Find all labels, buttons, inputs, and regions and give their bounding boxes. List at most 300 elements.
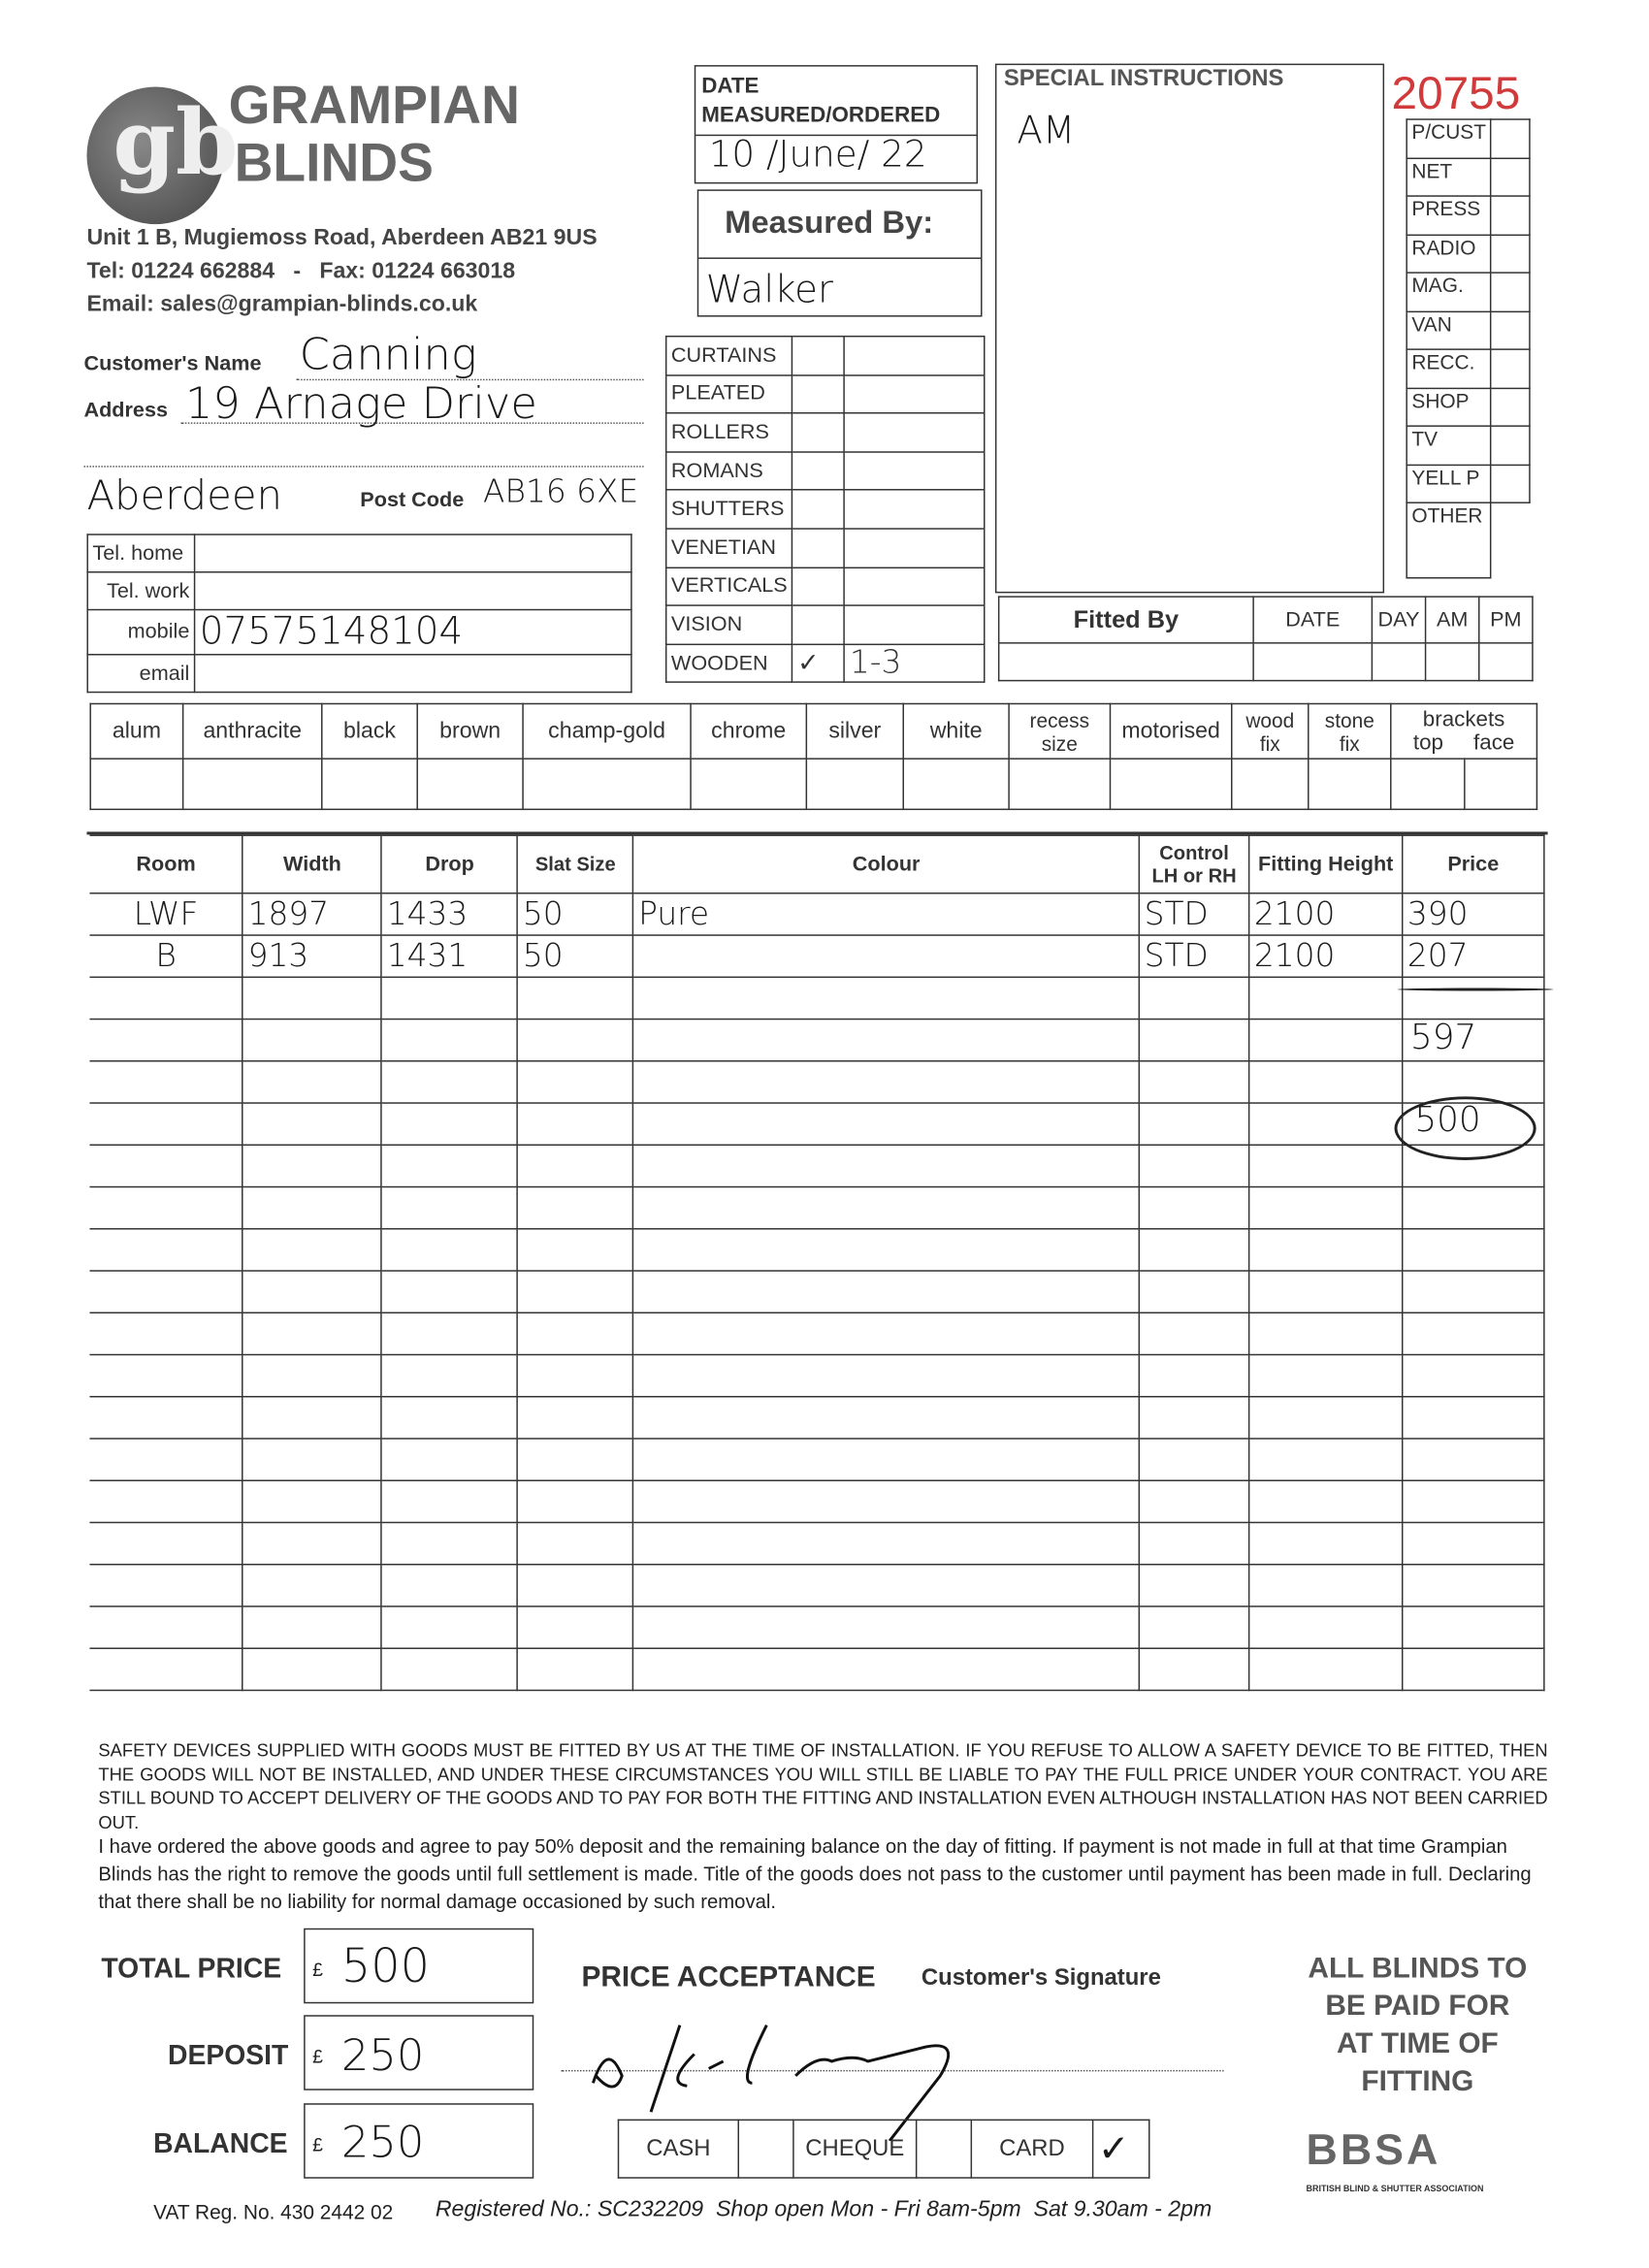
table-cell[interactable]: STD: [1139, 893, 1248, 935]
table-cell[interactable]: 50: [518, 935, 633, 977]
table-cell[interactable]: [633, 1271, 1140, 1312]
table-cell[interactable]: [518, 1312, 633, 1354]
table-cell[interactable]: [382, 1061, 518, 1103]
table-row: [89, 1103, 1543, 1145]
date-label-1: DATE: [701, 74, 760, 99]
source-label: VAN: [1406, 311, 1491, 350]
table-cell[interactable]: [1403, 1397, 1544, 1439]
blind-type-qty[interactable]: [845, 374, 985, 413]
currency-symbol: £: [312, 2045, 323, 2067]
table-cell[interactable]: [1139, 977, 1248, 1019]
address-line-2[interactable]: Aberdeen: [86, 471, 283, 520]
source-check[interactable]: [1491, 158, 1530, 197]
finish-option: brown: [417, 703, 523, 759]
table-cell[interactable]: [1249, 1312, 1403, 1354]
table-row: [89, 1271, 1543, 1312]
table-cell[interactable]: [1249, 1103, 1403, 1145]
table-cell[interactable]: [1403, 1480, 1544, 1522]
tel-work-label: Tel. work: [87, 572, 194, 610]
table-cell[interactable]: 390: [1403, 893, 1544, 935]
finish-option: motorised: [1110, 703, 1231, 759]
table-cell[interactable]: [89, 1271, 242, 1312]
tel-home-value[interactable]: [195, 535, 631, 572]
table-cell[interactable]: [1249, 977, 1403, 1019]
table-cell[interactable]: [242, 1397, 381, 1439]
table-cell[interactable]: [89, 1061, 242, 1103]
table-cell[interactable]: [382, 1187, 518, 1229]
table-cell[interactable]: B: [89, 935, 242, 977]
source-check[interactable]: [1491, 273, 1530, 311]
signature-label: Customer's Signature: [921, 1965, 1161, 1991]
table-row: [89, 1187, 1543, 1229]
finish-check[interactable]: [417, 759, 523, 809]
finish-check[interactable]: [183, 759, 322, 809]
table-cell[interactable]: [1249, 1229, 1403, 1271]
table-cell[interactable]: [89, 1606, 242, 1648]
source-label: SHOP: [1406, 388, 1491, 427]
blind-type-label: VENETIAN: [666, 529, 792, 567]
table-cell[interactable]: [382, 1271, 518, 1312]
table-cell[interactable]: [1139, 1522, 1248, 1564]
blind-type-check[interactable]: ✓: [792, 644, 845, 683]
blind-type-check[interactable]: [792, 490, 845, 529]
source-check[interactable]: [1491, 349, 1530, 388]
table-cell[interactable]: [518, 1648, 633, 1690]
price-acceptance-title: PRICE ACCEPTANCE: [581, 1961, 876, 1993]
table-cell[interactable]: [382, 1439, 518, 1480]
table-row: [89, 1355, 1543, 1397]
blind-type-label: VERTICALS: [666, 567, 792, 606]
fitted-am-value[interactable]: [1426, 643, 1479, 681]
table-cell[interactable]: [242, 1439, 381, 1480]
table-cell[interactable]: [1403, 1271, 1544, 1312]
table-cell[interactable]: [382, 1397, 518, 1439]
finish-option: anthracite: [183, 703, 322, 759]
blind-type-check[interactable]: [792, 452, 845, 491]
table-cell[interactable]: [242, 1145, 381, 1186]
source-check[interactable]: [1491, 196, 1530, 235]
blind-type-qty[interactable]: [845, 529, 985, 567]
table-cell[interactable]: [1139, 1271, 1248, 1312]
source-label: PRESS: [1406, 196, 1491, 235]
table-row: [89, 893, 1543, 935]
table-cell[interactable]: [1139, 1061, 1248, 1103]
fitted-pm-value[interactable]: [1479, 643, 1533, 681]
table-cell[interactable]: [518, 1187, 633, 1229]
table-cell[interactable]: 1431: [382, 935, 518, 977]
table-cell[interactable]: [518, 1145, 633, 1186]
company-address: Unit 1 B, Mugiemoss Road, Aberdeen AB21 9US: [86, 225, 598, 250]
special-instructions-label: SPECIAL INSTRUCTIONS: [1003, 66, 1284, 91]
table-cell[interactable]: [89, 1565, 242, 1606]
finish-check[interactable]: [806, 759, 903, 809]
table-cell[interactable]: STD: [1139, 935, 1248, 977]
table-cell[interactable]: LWF: [89, 893, 242, 935]
table-cell[interactable]: [382, 1103, 518, 1145]
table-cell[interactable]: [1139, 1439, 1248, 1480]
blind-type-label: WOODEN: [666, 644, 792, 683]
source-check[interactable]: [1491, 235, 1530, 274]
blind-type-qty[interactable]: [845, 413, 985, 452]
table-cell[interactable]: [89, 1522, 242, 1564]
table-cell[interactable]: [382, 1312, 518, 1354]
finish-check[interactable]: [523, 759, 691, 809]
table-row: [89, 1565, 1543, 1606]
address-line-1[interactable]: 19 Arnage Drive: [184, 378, 537, 430]
table-cell[interactable]: [1249, 1439, 1403, 1480]
table-cell[interactable]: [518, 1020, 633, 1061]
table-cell[interactable]: [633, 1397, 1140, 1439]
table-cell[interactable]: [1139, 1229, 1248, 1271]
cheque-check[interactable]: [917, 2120, 972, 2178]
blind-type-qty[interactable]: [845, 337, 985, 375]
table-cell[interactable]: [382, 1480, 518, 1522]
table-cell[interactable]: [633, 1648, 1140, 1690]
table-cell[interactable]: [242, 1648, 381, 1690]
table-row: [89, 1020, 1543, 1061]
column-header: Room: [89, 835, 242, 893]
bbsa-caption: BRITISH BLIND & SHUTTER ASSOCIATION: [1306, 2186, 1484, 2195]
finish-option: chrome: [691, 703, 806, 759]
blind-type-qty[interactable]: [845, 605, 985, 644]
fitted-by-value[interactable]: [999, 643, 1253, 681]
table-cell[interactable]: [382, 1648, 518, 1690]
table-cell[interactable]: [1139, 1355, 1248, 1397]
table-cell[interactable]: [633, 935, 1140, 977]
blind-type-label: PLEATED: [666, 374, 792, 413]
measured-by-value[interactable]: Walker: [705, 269, 833, 313]
payment-cheque[interactable]: CHEQUE: [793, 2120, 917, 2178]
table-row: [89, 1648, 1543, 1690]
registered-info: Registered No.: SC232209 Shop open Mon - Fri 8am-5pm Sat 9.30am - 2pm: [435, 2197, 1212, 2222]
table-cell[interactable]: [89, 1480, 242, 1522]
bbsa-logo: BBSA: [1306, 2126, 1441, 2175]
date-value[interactable]: 10 /June/ 22: [708, 133, 927, 176]
table-cell[interactable]: [518, 1355, 633, 1397]
table-cell[interactable]: [382, 1020, 518, 1061]
table-cell[interactable]: [1249, 1020, 1403, 1061]
table-cell[interactable]: [1249, 1648, 1403, 1690]
table-cell[interactable]: [1403, 1312, 1544, 1354]
table-cell[interactable]: 1433: [382, 893, 518, 935]
blind-type-qty[interactable]: [845, 490, 985, 529]
table-row: [89, 1522, 1543, 1564]
table-cell[interactable]: [1139, 1397, 1248, 1439]
column-header: Width: [242, 835, 381, 893]
table-cell[interactable]: [1249, 1271, 1403, 1312]
table-cell[interactable]: [1249, 1480, 1403, 1522]
table-cell[interactable]: [1139, 1187, 1248, 1229]
source-label: OTHER: [1406, 502, 1491, 578]
fitted-by-label: Fitted By: [999, 597, 1253, 643]
table-cell[interactable]: [89, 1020, 242, 1061]
table-cell[interactable]: 2100: [1249, 893, 1403, 935]
currency-symbol: £: [312, 2133, 323, 2155]
address-label: Address: [83, 399, 169, 423]
table-cell[interactable]: [242, 1229, 381, 1271]
card-check[interactable]: ✓: [1093, 2120, 1149, 2178]
table-cell[interactable]: [633, 1061, 1140, 1103]
postcode-label: Post Code: [360, 489, 465, 512]
column-header: Fitting Height: [1249, 835, 1403, 893]
table-cell[interactable]: [633, 1020, 1140, 1061]
table-cell[interactable]: [633, 1606, 1140, 1648]
table-cell[interactable]: [518, 1229, 633, 1271]
table-cell[interactable]: 1897: [242, 893, 381, 935]
fitted-day-label: DAY: [1372, 597, 1425, 643]
table-cell[interactable]: [242, 1565, 381, 1606]
table-cell[interactable]: [382, 1565, 518, 1606]
table-cell[interactable]: [1403, 1355, 1544, 1397]
finishes-table: [89, 703, 1537, 810]
source-check[interactable]: [1491, 119, 1530, 158]
blind-type-qty[interactable]: 1-3: [845, 644, 985, 683]
table-cell[interactable]: [1403, 1565, 1544, 1606]
table-cell[interactable]: [518, 1606, 633, 1648]
source-label: RECC.: [1406, 349, 1491, 388]
tel-work-value[interactable]: [195, 572, 631, 610]
table-cell[interactable]: [518, 977, 633, 1019]
table-cell[interactable]: [89, 1145, 242, 1186]
table-cell[interactable]: [242, 1020, 381, 1061]
deposit-value[interactable]: 250: [340, 2030, 425, 2082]
price-subtotal: 597: [1409, 1017, 1477, 1058]
table-cell[interactable]: [1403, 1522, 1544, 1564]
deposit-label: DEPOSIT: [167, 2041, 289, 2072]
blind-type-label: ROMANS: [666, 452, 792, 491]
balance-label: BALANCE: [153, 2129, 288, 2160]
table-cell[interactable]: [382, 1229, 518, 1271]
table-cell[interactable]: [633, 977, 1140, 1019]
finish-check[interactable]: [1110, 759, 1231, 809]
table-cell[interactable]: [89, 1439, 242, 1480]
table-cell[interactable]: [518, 1565, 633, 1606]
table-cell[interactable]: [518, 1061, 633, 1103]
table-cell[interactable]: [1139, 1480, 1248, 1522]
fitted-day-value[interactable]: [1372, 643, 1425, 681]
column-header: Control LH or RH: [1139, 835, 1248, 893]
finish-option: champ-gold: [523, 703, 691, 759]
table-cell[interactable]: [633, 1103, 1140, 1145]
bracket-face-check[interactable]: [1464, 759, 1536, 809]
finish-check[interactable]: [1009, 759, 1110, 809]
table-cell[interactable]: [1139, 1145, 1248, 1186]
total-price-value[interactable]: 500: [340, 1938, 431, 1993]
table-cell[interactable]: [633, 1312, 1140, 1354]
blind-type-label: CURTAINS: [666, 337, 792, 375]
table-cell[interactable]: [1139, 1312, 1248, 1354]
fitted-date-value[interactable]: [1253, 643, 1372, 681]
table-cell[interactable]: [633, 1355, 1140, 1397]
table-cell[interactable]: [633, 1565, 1140, 1606]
table-cell[interactable]: [1249, 1355, 1403, 1397]
table-cell[interactable]: [633, 1187, 1140, 1229]
table-cell[interactable]: [518, 1522, 633, 1564]
date-label-2: MEASURED/ORDERED: [701, 102, 941, 128]
special-instructions-value[interactable]: AM: [1017, 110, 1076, 154]
blind-type-label: VISION: [666, 605, 792, 644]
blind-type-qty[interactable]: [845, 567, 985, 606]
cash-check[interactable]: [738, 2120, 793, 2178]
table-cell[interactable]: [242, 1480, 381, 1522]
blind-type-check[interactable]: [792, 374, 845, 413]
blind-types-table: [665, 336, 986, 683]
table-cell[interactable]: Pure: [633, 893, 1140, 935]
source-check[interactable]: [1491, 311, 1530, 350]
table-cell[interactable]: [1249, 1565, 1403, 1606]
table-cell[interactable]: [1139, 1565, 1248, 1606]
source-label: YELL P: [1406, 465, 1491, 503]
table-cell[interactable]: [1139, 1103, 1248, 1145]
vat-reg: VAT Reg. No. 430 2442 02: [153, 2200, 394, 2223]
table-cell[interactable]: [1249, 1397, 1403, 1439]
table-cell[interactable]: [89, 1187, 242, 1229]
finish-check[interactable]: [322, 759, 417, 809]
table-cell[interactable]: [242, 1312, 381, 1354]
finish-check[interactable]: [1309, 759, 1391, 809]
table-row: [89, 1480, 1543, 1522]
source-label: MAG.: [1406, 273, 1491, 311]
table-cell[interactable]: [1403, 977, 1544, 1019]
table-cell[interactable]: 2100: [1249, 935, 1403, 977]
source-check[interactable]: [1491, 465, 1530, 503]
brackets-face: face: [1473, 729, 1515, 755]
table-cell[interactable]: [242, 1522, 381, 1564]
finish-option: white: [903, 703, 1009, 759]
mobile-value[interactable]: 07575148104: [195, 610, 631, 655]
source-check[interactable]: [1491, 426, 1530, 465]
balance-value[interactable]: 250: [340, 2118, 425, 2169]
table-cell[interactable]: [242, 977, 381, 1019]
blind-type-check[interactable]: [792, 529, 845, 567]
table-cell[interactable]: [89, 1103, 242, 1145]
column-header: Price: [1403, 835, 1544, 893]
company-phone: Tel: 01224 662884 - Fax: 01224 663018: [86, 258, 516, 284]
bracket-top-check[interactable]: [1391, 759, 1464, 809]
table-cell[interactable]: [242, 1271, 381, 1312]
blind-type-check[interactable]: [792, 567, 845, 606]
postcode[interactable]: AB16 6XE: [483, 474, 639, 511]
table-cell[interactable]: 913: [242, 935, 381, 977]
fitted-table: [998, 596, 1534, 681]
table-cell[interactable]: [242, 1355, 381, 1397]
table-row: [89, 1229, 1543, 1271]
table-cell[interactable]: [89, 1648, 242, 1690]
table-cell[interactable]: [382, 1522, 518, 1564]
column-header: Colour: [633, 835, 1140, 893]
source-label: P/CUST: [1406, 119, 1491, 158]
table-cell[interactable]: [518, 1480, 633, 1522]
measurements-table: [89, 834, 1544, 1691]
finish-check[interactable]: [1232, 759, 1309, 809]
table-cell[interactable]: [89, 1355, 242, 1397]
table-cell[interactable]: [382, 977, 518, 1019]
table-cell[interactable]: [1249, 1522, 1403, 1564]
table-cell[interactable]: 207: [1403, 935, 1544, 977]
source-label: RADIO: [1406, 235, 1491, 274]
finish-check[interactable]: [90, 759, 182, 809]
table-cell[interactable]: [633, 1522, 1140, 1564]
email-label: email: [87, 655, 194, 693]
table-cell[interactable]: [382, 1606, 518, 1648]
table-cell[interactable]: [1249, 1145, 1403, 1186]
source-check[interactable]: [1491, 388, 1530, 427]
table-cell[interactable]: [242, 1103, 381, 1145]
source-label: NET: [1406, 158, 1491, 197]
table-cell[interactable]: [89, 1312, 242, 1354]
fitted-am-label: AM: [1426, 597, 1479, 643]
table-cell[interactable]: [518, 1271, 633, 1312]
table-cell[interactable]: [1403, 1606, 1544, 1648]
table-cell[interactable]: [518, 1103, 633, 1145]
table-cell[interactable]: [242, 1187, 381, 1229]
table-row: [89, 1606, 1543, 1648]
finish-check[interactable]: [903, 759, 1009, 809]
payment-card[interactable]: CARD: [971, 2120, 1092, 2178]
email-value[interactable]: [195, 655, 631, 693]
blind-type-check[interactable]: [792, 413, 845, 452]
notice-line: AT TIME OF: [1336, 2027, 1499, 2060]
table-cell[interactable]: [633, 1439, 1140, 1480]
table-cell[interactable]: [89, 977, 242, 1019]
finish-check[interactable]: [691, 759, 806, 809]
blind-type-check[interactable]: [792, 605, 845, 644]
order-number: 20755: [1391, 66, 1521, 119]
table-cell[interactable]: [242, 1606, 381, 1648]
phone-table: [86, 534, 631, 693]
table-row: [89, 1397, 1543, 1439]
table-cell[interactable]: [633, 1229, 1140, 1271]
company-name-2: BLINDS: [234, 133, 434, 193]
table-cell[interactable]: [89, 1397, 242, 1439]
column-header: Drop: [382, 835, 518, 893]
notice-line: FITTING: [1361, 2065, 1474, 2098]
table-cell[interactable]: [518, 1439, 633, 1480]
table-cell[interactable]: [518, 1397, 633, 1439]
blind-type-check[interactable]: [792, 337, 845, 375]
logo-letters: gb: [113, 89, 239, 196]
table-cell[interactable]: [1249, 1061, 1403, 1103]
company-email: Email: sales@grampian-blinds.co.uk: [86, 292, 478, 317]
table-cell[interactable]: [1249, 1187, 1403, 1229]
tel-home-label: Tel. home: [87, 535, 194, 572]
table-cell[interactable]: [1403, 1187, 1544, 1229]
fitted-date-label: DATE: [1253, 597, 1372, 643]
table-cell[interactable]: [1139, 1606, 1248, 1648]
payment-cash[interactable]: CASH: [618, 2120, 738, 2178]
table-cell[interactable]: [633, 1145, 1140, 1186]
mobile-label: mobile: [87, 610, 194, 655]
table-cell[interactable]: 50: [518, 893, 633, 935]
payment-notice: [1273, 1950, 1562, 2100]
blind-type-qty[interactable]: [845, 452, 985, 491]
customer-name[interactable]: Canning: [299, 329, 477, 381]
table-cell[interactable]: [1403, 1229, 1544, 1271]
table-cell[interactable]: [382, 1145, 518, 1186]
table-cell[interactable]: [1249, 1606, 1403, 1648]
table-cell[interactable]: [1139, 1648, 1248, 1690]
table-row: [89, 1061, 1543, 1103]
table-cell[interactable]: [1139, 1020, 1248, 1061]
table-cell[interactable]: [382, 1355, 518, 1397]
column-header: Slat Size: [518, 835, 633, 893]
brackets-label: brackets: [1422, 706, 1505, 731]
table-cell[interactable]: [1403, 1439, 1544, 1480]
table-cell[interactable]: [89, 1229, 242, 1271]
table-cell[interactable]: [633, 1480, 1140, 1522]
table-cell[interactable]: [1403, 1648, 1544, 1690]
table-cell[interactable]: [242, 1061, 381, 1103]
